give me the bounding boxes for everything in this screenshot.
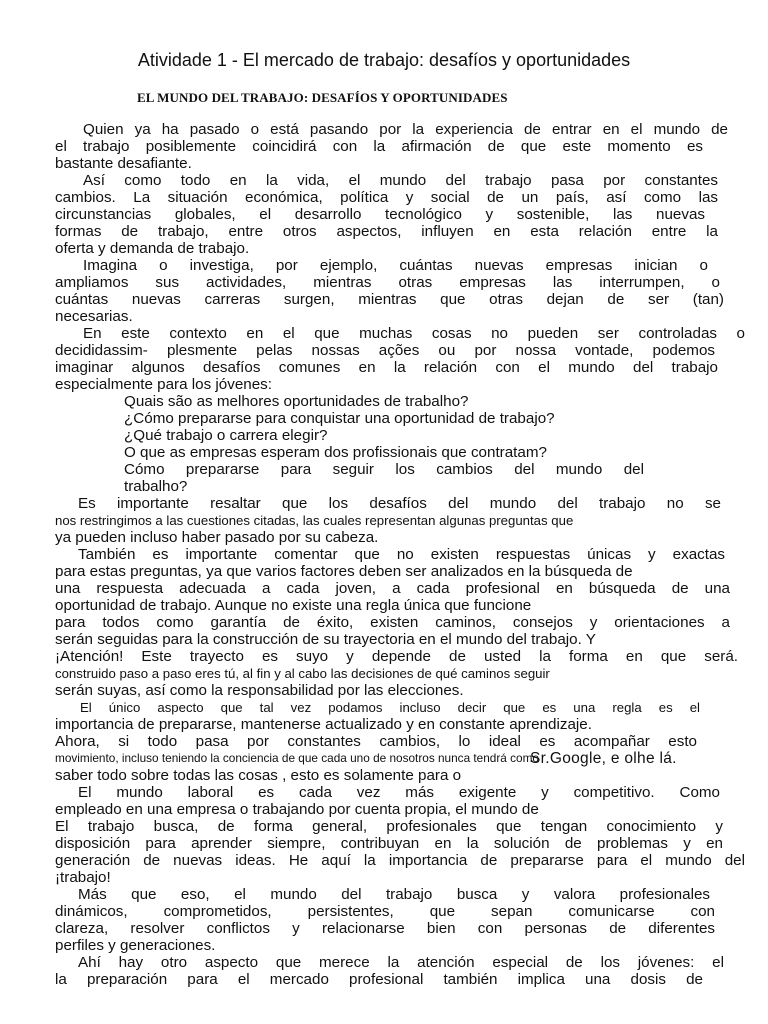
- text-line: ya pueden incluso haber pasado por su cabeza.: [55, 529, 379, 546]
- text-line: nos restringimos a las cuestiones citadas, las cuales representan algunas preguntas que: [55, 513, 574, 528]
- text-line: Ahora, si todo pasa por constantes cambios, lo ideal es acompañar esto: [55, 733, 697, 750]
- text-line: disposición para aprender siempre, contribuyan en la solución de problemas y en: [55, 835, 723, 852]
- text-line: generación de nuevas ideas. He aquí la importancia de prepararse para el mundo del: [55, 852, 745, 869]
- text-line: Más que eso, el mundo del trabajo busca y valora profesionales: [78, 886, 710, 903]
- text-line: construido paso a paso eres tú, al fin y al cabo las decisiones de qué caminos seguir: [55, 666, 550, 681]
- text-line: ¡trabajo!: [55, 869, 111, 886]
- text-line: También es importante comentar que no existen respuestas únicas y exactas: [78, 546, 725, 563]
- text-line: imaginar algunos desafíos comunes en la relación con el mundo del trabajo: [55, 359, 718, 376]
- text-line: bastante desafiante.: [55, 155, 192, 172]
- text-line: serán suyas, así como la responsabilidad por las elecciones.: [55, 682, 464, 699]
- text-line: saber todo sobre todas las cosas , esto es solamente para o: [55, 767, 462, 784]
- text-line: oferta y demanda de trabajo.: [55, 240, 250, 257]
- text-line: ¡Atención! Este trayecto es suyo y depende de usted la forma en que será.: [55, 648, 738, 665]
- text-line: ampliamos sus actividades, mientras otras empresas las interrumpen, o: [55, 274, 720, 291]
- text-line: perfiles y generaciones.: [55, 937, 216, 954]
- bullet-item: ¿Qué trabajo o carrera elegir?: [124, 427, 328, 444]
- text-line: Imagina o investiga, por ejemplo, cuántas nuevas empresas inician o: [83, 257, 708, 274]
- text-line: cuántas nuevas carreras surgen, mientras que otras dejan de ser (tan): [55, 291, 724, 308]
- text-line: para todos como garantía de éxito, existen caminos, consejos y orientaciones a: [55, 614, 730, 631]
- bullet-item-continued: trabalho?: [124, 478, 188, 495]
- text-line: oportunidad de trabajo. Aunque no existe una regla única que funcione: [55, 597, 532, 614]
- text-line: serán seguidas para la construcción de su trayectoria en el mundo del trabajo. Y: [55, 631, 596, 648]
- text-line: Quien ya ha pasado o está pasando por la experiencia de entrar en el mundo de: [83, 121, 728, 138]
- bullet-item: Cómo prepararse para seguir los cambios del mundo del: [124, 461, 644, 478]
- text-line: la preparación para el mercado profesional también implica una dosis de: [55, 971, 703, 988]
- text-line: Es importante resaltar que los desafíos del mundo del trabajo no se: [78, 495, 721, 512]
- text-line: decididassim- plesmente pelas nossas ações ou por nossa vontade, podemos: [55, 342, 715, 359]
- document-title: Atividade 1 - El mercado de trabajo: desafíos y oportunidades: [137, 50, 631, 70]
- text-line: cambios. La situación económica, política y social de un país, así como las: [55, 189, 718, 206]
- text-line: necesarias.: [55, 308, 133, 325]
- text-line: Ahí hay otro aspecto que merece la atención especial de los jóvenes: el: [78, 954, 724, 971]
- bullet-item: O que as empresas esperam dos profissionais que contratam?: [124, 444, 547, 461]
- text-line: clareza, resolver conflictos y relacionarse bien con personas de diferentes: [55, 920, 715, 937]
- document-subtitle: EL MUNDO DEL TRABAJO: DESAFÍOS Y OPORTUNIDADES: [137, 90, 508, 105]
- text-line: circunstancias globales, el desarrollo tecnológico y sostenible, las nuevas: [55, 206, 705, 223]
- text-line: dinámicos, comprometidos, persistentes, que sepan comunicarse con: [55, 903, 715, 920]
- text-line: para estas preguntas, ya que varios factores deben ser analizados en la búsqueda de: [55, 563, 633, 580]
- text-line: El trabajo busca, de forma general, profesionales que tengan conocimiento y: [55, 818, 723, 835]
- text-line: una respuesta adecuada a cada joven, a cada profesional en búsqueda de una: [55, 580, 730, 597]
- text-line: empleado en una empresa o trabajando por cuenta propia, el mundo de: [55, 801, 539, 818]
- bullet-item: ¿Cómo prepararse para conquistar una oportunidad de trabajo?: [124, 410, 555, 427]
- bullet-item: Quais são as melhores oportunidades de trabalho?: [124, 393, 469, 410]
- text-line: En este contexto en el que muchas cosas no pueden ser controladas o: [83, 325, 745, 342]
- text-line: El único aspecto que tal vez podamos incluso decir que es una regla es el: [80, 700, 700, 715]
- text-line: el trabajo posiblemente coincidirá con la afirmación de que este momento es: [55, 138, 703, 155]
- text-line: importancia de prepararse, mantenerse actualizado y en constante aprendizaje.: [55, 716, 592, 733]
- text-line: movimiento, incluso teniendo la conciencia de que cada uno de nosotros nunca tendrá como: [55, 751, 539, 765]
- text-line: formas de trabajo, entre otros aspectos, influyen en esta relación entre la: [55, 223, 718, 240]
- text-line: El mundo laboral es cada vez más exigente y competitivo. Como: [78, 784, 720, 801]
- text-line: Así como todo en la vida, el mundo del trabajo pasa por constantes: [83, 172, 718, 189]
- text-line: especialmente para los jóvenes:: [55, 376, 272, 393]
- google-note: Sr.Google, e olhe lá.: [530, 750, 677, 767]
